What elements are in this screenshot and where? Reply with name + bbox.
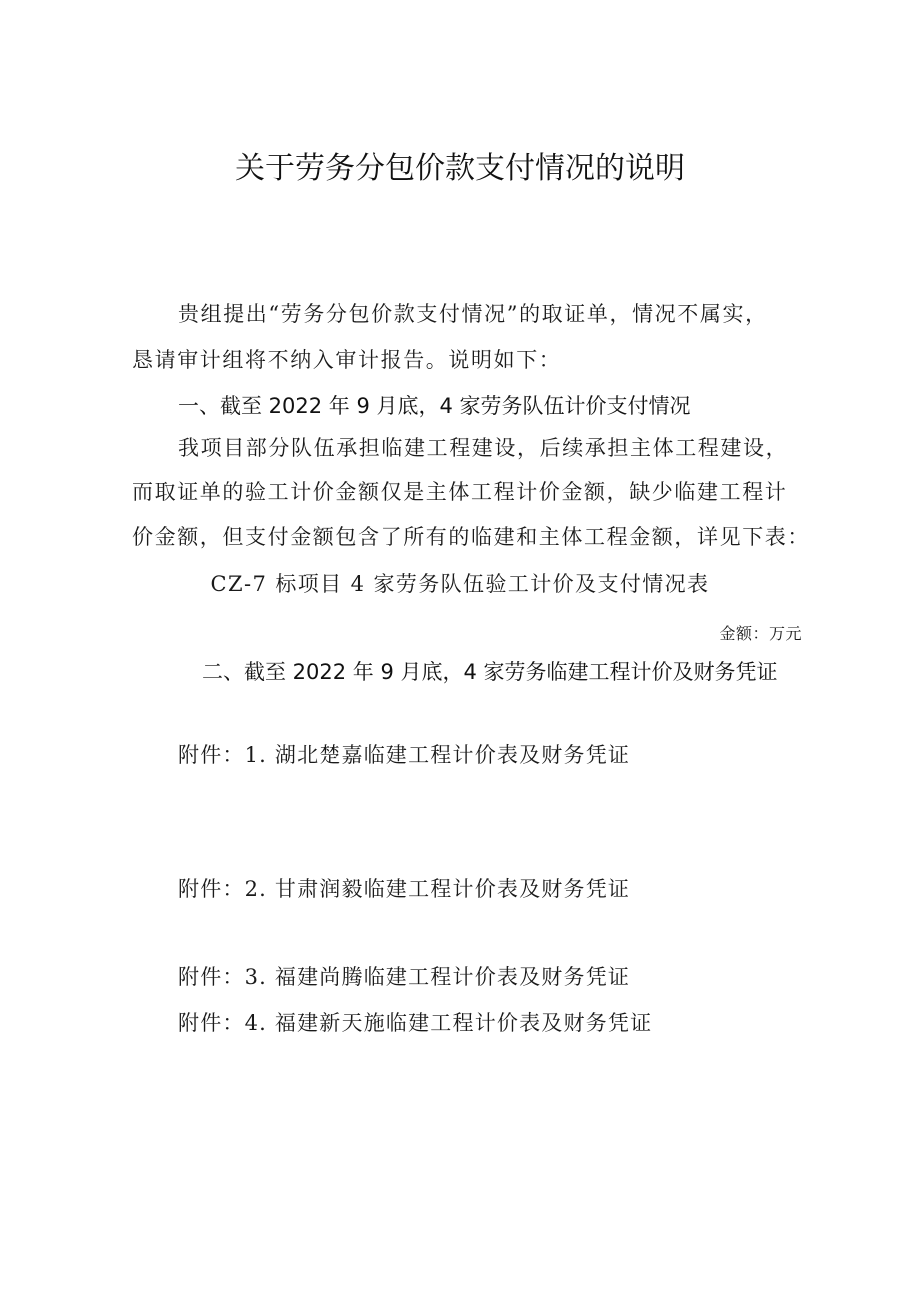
section-1-heading: 一、截至 2022 年 9 月底，4 家劳务队伍计价支付情况 — [178, 394, 691, 418]
section-1-paragraph-line-3: 价金额，但支付金额包含了所有的临建和主体工程金额，详见下表： — [132, 525, 810, 549]
intro-paragraph-line-2: 恳请审计组将不纳入审计报告。说明如下： — [132, 348, 562, 372]
attachment-1: 附件：1. 湖北楚嘉临建工程计价表及财务凭证 — [178, 743, 631, 767]
attachment-3: 附件：3. 福建尚腾临建工程计价表及财务凭证 — [178, 965, 631, 989]
section-1-paragraph-line-2: 而取证单的验工计价金额仅是主体工程计价金额，缺少临建工程计 — [132, 480, 788, 504]
intro-paragraph-line-1: 贵组提出“劳务分包价款支付情况”的取证单，情况不属实， — [178, 302, 768, 326]
table-caption: CZ-7 标项目 4 家劳务队伍验工计价及支付情况表 — [210, 572, 710, 596]
section-2-heading: 二、截至 2022 年 9 月底，4 家劳务临建工程计价及财务凭证 — [202, 660, 778, 684]
attachment-2: 附件：2. 甘肃润毅临建工程计价表及财务凭证 — [178, 877, 631, 901]
section-1-paragraph-line-1: 我项目部分队伍承担临建工程建设，后续承担主体工程建设， — [178, 436, 789, 460]
amount-unit-label: 金额：万元 — [719, 624, 802, 643]
document-title: 关于劳务分包价款支付情况的说明 — [235, 151, 685, 186]
attachment-4: 附件：4. 福建新天施临建工程计价表及财务凭证 — [178, 1011, 653, 1035]
